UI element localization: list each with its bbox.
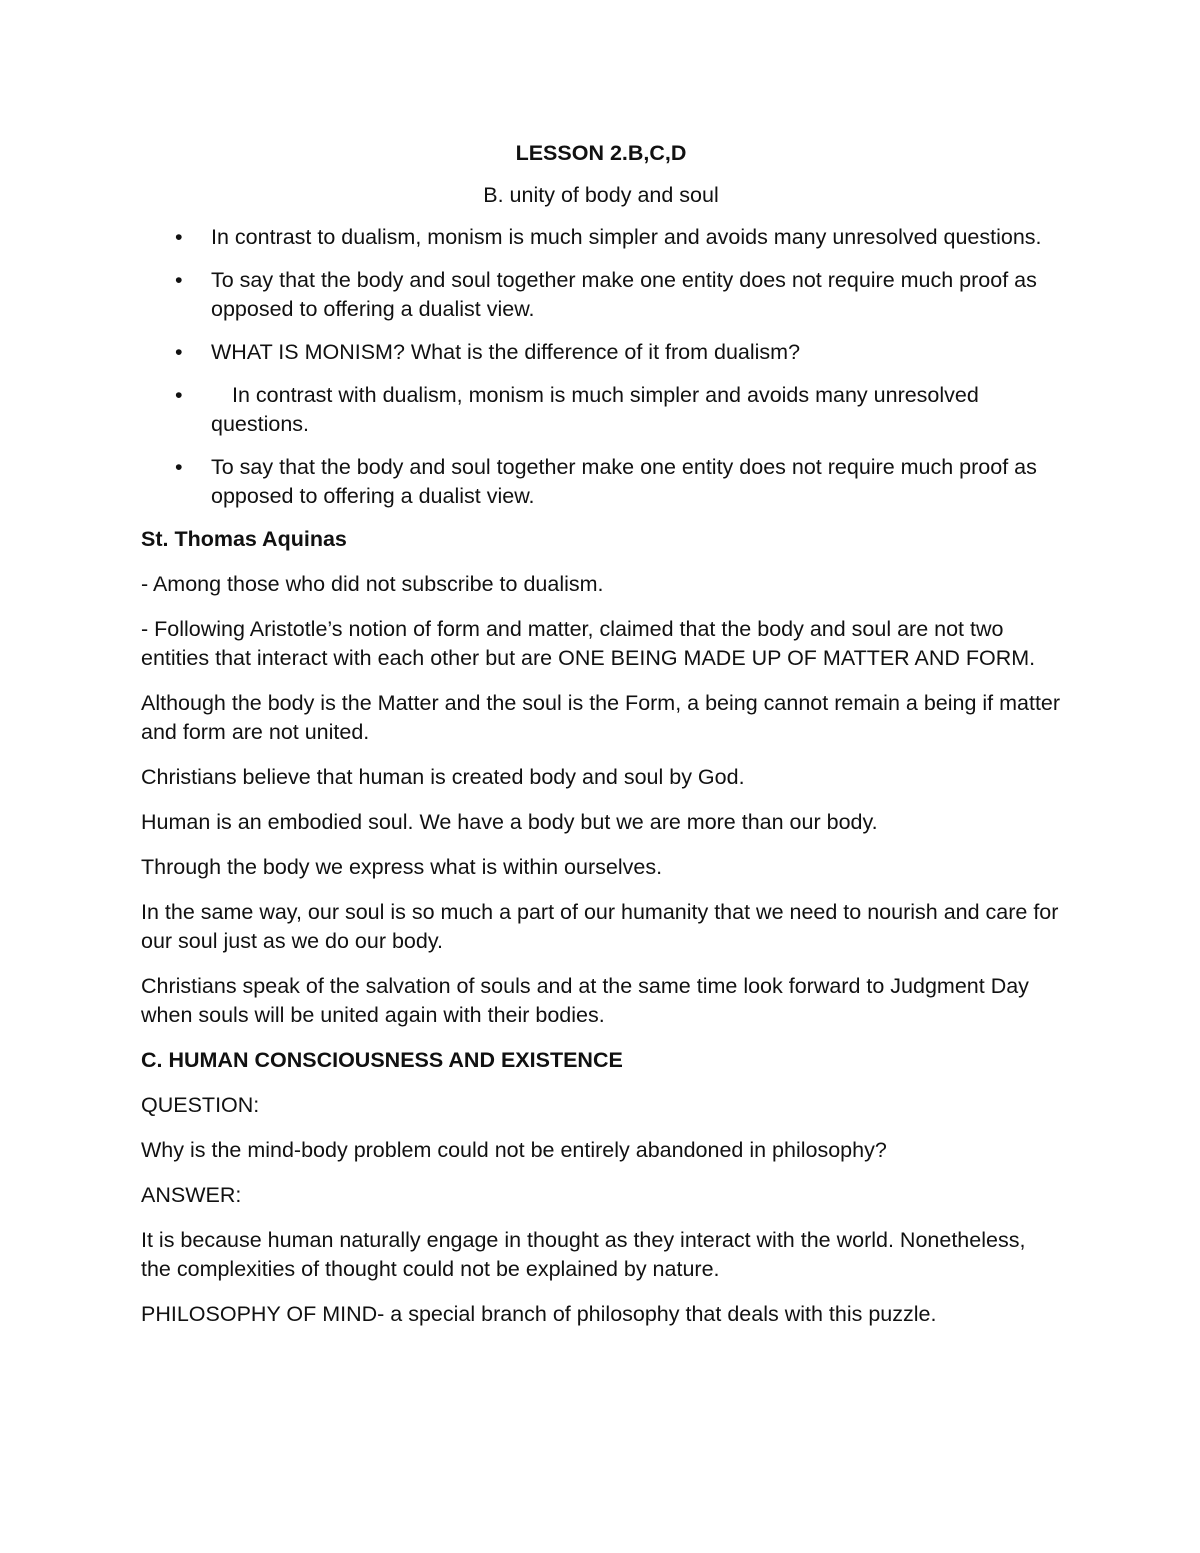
question-text: Why is the mind-body problem could not be entirely abandoned in philosophy? [141, 1138, 887, 1162]
list-item [141, 266, 1061, 324]
paragraph: Through the body we express what is within ourselves. [141, 855, 663, 879]
list-item [141, 223, 1061, 252]
section-b-subtitle: B. unity of body and soul [483, 183, 719, 207]
document-page [141, 139, 1061, 1345]
bullet-icon: • [175, 383, 183, 407]
question-label: QUESTION: [141, 1093, 260, 1117]
bullet-text: In contrast to dualism, monism is much simpler and avoids many unresolved questions. [211, 225, 1042, 249]
paragraph: Human is an embodied soul. We have a body but we are more than our body. [141, 810, 878, 834]
list-item [141, 338, 1061, 367]
bullet-icon: • [175, 340, 183, 364]
bullet-text: To say that the body and soul together make one entity does not require much proof as opposed to offering a dualist view. [211, 268, 1037, 321]
bullet-text: WHAT IS MONISM? What is the difference of it from dualism? [211, 340, 801, 364]
list-item [141, 381, 1061, 439]
paragraph: - Following Aristotle’s notion of form and matter, claimed that the body and soul are not two entities that interact with each other but are ONE BEING MADE UP OF MATTER AND FORM. [141, 617, 1036, 670]
bullet-text: To say that the body and soul together make one entity does not require much proof as opposed to offering a dualist view. [211, 455, 1037, 508]
answer-text: It is because human naturally engage in thought as they interact with the world. Nonetheless, the complexities of thought could not be explained by nature. [141, 1228, 1026, 1281]
bullet-icon: • [175, 268, 183, 292]
lesson-title: LESSON 2.B,C,D [515, 141, 687, 165]
paragraph: Christians believe that human is created body and soul by God. [141, 765, 745, 789]
list-item [141, 453, 1061, 511]
paragraph: Although the body is the Matter and the soul is the Form, a being cannot remain a being if matter and form are not united. [141, 691, 1061, 744]
paragraph: In the same way, our soul is so much a part of our humanity that we need to nourish and care for our soul just as we do our body. [141, 900, 1059, 953]
bullet-list [141, 223, 1061, 511]
aquinas-heading: St. Thomas Aquinas [141, 527, 347, 551]
section-c-heading: C. HUMAN CONSCIOUSNESS AND EXISTENCE [141, 1048, 623, 1072]
answer-label: ANSWER: [141, 1183, 242, 1207]
definition-text: PHILOSOPHY OF MIND- a special branch of philosophy that deals with this puzzle. [141, 1302, 937, 1326]
bullet-icon: • [175, 455, 183, 479]
paragraph: Christians speak of the salvation of souls and at the same time look forward to Judgment Day when souls will be united again with their bodies. [141, 974, 1029, 1027]
bullet-icon: • [175, 225, 183, 249]
bullet-text: In contrast with dualism, monism is much simpler and avoids many unresolved questions. [211, 383, 979, 436]
paragraph: - Among those who did not subscribe to dualism. [141, 572, 604, 596]
